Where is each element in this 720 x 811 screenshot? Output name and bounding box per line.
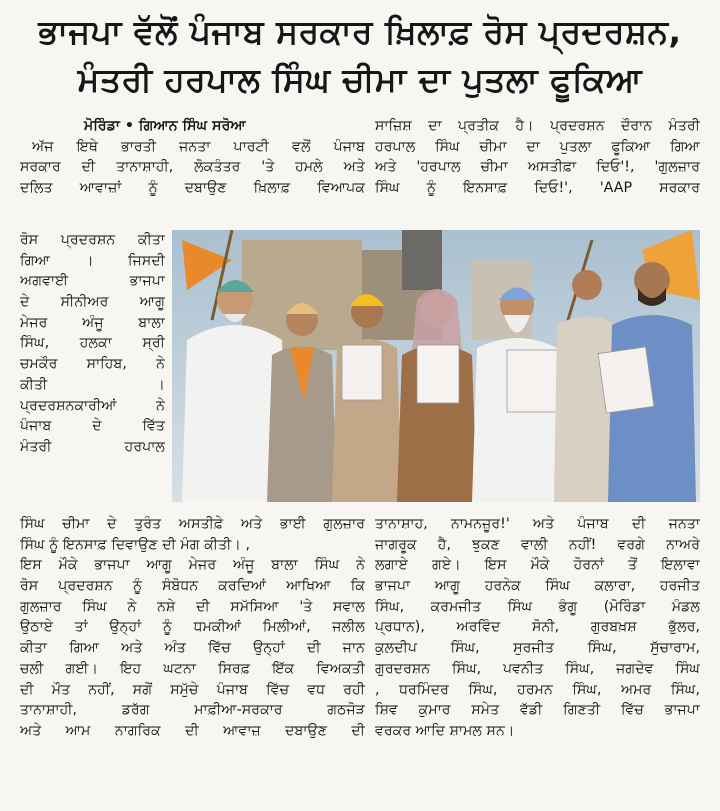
text-line: ਕੀਤੀ ।: [20, 376, 165, 393]
right-column-top: [375, 116, 700, 199]
protest-photo: [172, 230, 700, 502]
text-line: ਮੰਤਰੀ ਹਰਪਾਲ: [20, 438, 165, 455]
left-column-bottom: [20, 514, 365, 742]
text-line: ਮੇਜਰ ਅੰਜੂ ਬਾਲਾ: [20, 314, 165, 331]
text-line: ਗੁਰਦਰਸ਼ਨ ਸਿੰਘ, ਪਵਨੀਤ ਸਿੰਘ, ਜਗਦੇਵ ਸਿੰਘ: [375, 660, 700, 677]
text-line: ਪ੍ਰਦਰਸ਼ਨਕਾਰੀਆਂ ਨੇ: [20, 397, 165, 414]
text-line: ਪੰਜਾਬ ਦੇ ਵਿੱਤ: [20, 418, 165, 435]
text-line: ਰੋਸ ਪ੍ਰਦਰਸ਼ਨ ਕੀਤਾ: [20, 232, 165, 248]
text-line: ਲਗਾਏ ਗਏ। ਇਸ ਮੌਕੇ ਹੋਰਨਾਂ ਤੋਂ ਇਲਾਵਾ: [375, 557, 700, 574]
text-line: ਸਿੰਘ ਨੂੰ ਇਨਸਾਫ਼ ਦਿਓ!', 'AAP ਸਰਕਾਰ: [375, 180, 700, 197]
text-line: ਤਾਨਾਸ਼ਾਹੀ, ਡਰੱਗ ਮਾਫ਼ੀਆ-ਸਰਕਾਰ ਗਠਜੋੜ: [20, 702, 365, 719]
headline-line-1: ਭਾਜਪਾ ਵੱਲੋਂ ਪੰਜਾਬ ਸਰਕਾਰ ਖ਼ਿਲਾਫ਼ ਰੋਸ ਪ੍ਰਦਰਸ਼ਨ,: [38, 12, 682, 51]
text-line: ਭਾਜਪਾ ਆਗੂ ਹਰਨੇਕ ਸਿੰਘ ਕਲਾਰਾ, ਹਰਜੀਤ: [375, 578, 700, 595]
text-line: ਚਮਕੌਰ ਸਾਹਿਬ, ਨੇ: [20, 356, 165, 373]
text-line: ਇਸ ਮੌਕੇ ਭਾਜਪਾ ਆਗੂ ਮੇਜਰ ਅੰਜੂ ਬਾਲਾ ਸਿੰਘ ਨੇ: [20, 557, 365, 574]
text-line: ਸਿੰਘ, ਹਲਕਾ ਸ੍ਰੀ: [20, 335, 165, 352]
text-line: ਤਾਨਾਸ਼ਾਹ, ਨਾਮਨਜ਼ੂਰ!' ਅਤੇ ਪੰਜਾਬ ਦੀ ਜਨਤਾ: [375, 516, 700, 532]
text-line: , ਧਰਮਿੰਦਰ ਸਿੰਘ, ਹਰਮਨ ਸਿੰਘ, ਅਮਰ ਸਿੰਘ,: [375, 681, 700, 698]
text-line: ਗਿਆ । ਜਿਸਦੀ: [20, 252, 165, 269]
text-line: ਕੀਤਾ ਗਿਆ ਅਤੇ ਅੰਤ ਵਿੱਚ ਉਨ੍ਹਾਂ ਦੀ ਜਾਨ: [20, 640, 365, 657]
left-column-top: [20, 116, 365, 199]
text-line: ਦਲਿਤ ਆਵਾਜ਼ਾਂ ਨੂੰ ਦਬਾਉਣ ਖ਼ਿਲਾਫ਼ ਵਿਆਪਕ: [20, 180, 365, 197]
text-line: ਉਠਾਏ ਤਾਂ ਉਨ੍ਹਾਂ ਨੂੰ ਧਮਕੀਆਂ ਮਿਲੀਆਂ, ਜਲੀਲ: [20, 619, 365, 636]
text-line: ਅਗਵਾਈ ਭਾਜਪਾ: [20, 273, 165, 290]
text-line: ਰੋਸ ਪ੍ਰਦਰਸ਼ਨ ਨੂੰ ਸੰਬੋਧਨ ਕਰਦਿਆਂ ਆਖਿਆ ਕਿ: [20, 578, 365, 595]
text-line: ਪ੍ਰਧਾਨ), ਅਰਵਿੰਦ ਸੋਨੀ, ਗੁਰਬਖ਼ਸ਼ ਭੁੱਲਰ,: [375, 619, 700, 636]
text-line: ਸਿੰਘ, ਕਰਮਜੀਤ ਸਿੰਘ ਭੰਗੂ (ਮੋਰਿੰਡਾ ਮੰਡਲ: [375, 598, 700, 615]
text-line: ਅਤੇ ਆਮ ਨਾਗਰਿਕ ਦੀ ਆਵਾਜ਼ ਦਬਾਉਣ ਦੀ: [20, 722, 365, 739]
text-line: ਜਾਗਰੂਕ ਹੈ, ਝੁਕਣ ਵਾਲੀ ਨਹੀਂ! ਵਰਗੇ ਨਾਅਰੇ: [375, 536, 700, 553]
text-line: ਦੀ ਮੌਤ ਨਹੀਂ, ਸਗੋਂ ਸਮੁੱਚੇ ਪੰਜਾਬ ਵਿੱਚ ਵਧ ਰਹੀ: [20, 681, 365, 698]
text-line: ਅੱਜ ਇਥੇ ਭਾਰਤੀ ਜਨਤਾ ਪਾਰਟੀ ਵਲੋਂ ਪੰਜਾਬ: [32, 138, 365, 155]
text-line: ਸਾਜ਼ਿਸ਼ ਦਾ ਪ੍ਰਤੀਕ ਹੈ। ਪ੍ਰਦਰਸ਼ਨ ਦੌਰਾਨ ਮੰਤਰੀ: [375, 118, 700, 134]
left-column-narrow: [20, 230, 165, 458]
text-line: ਅਤੇ 'ਹਰਪਾਲ ਚੀਮਾ ਅਸਤੀਫ਼ਾ ਦਿਓ'!, 'ਗੁਲਜ਼ਾਰ: [375, 159, 700, 176]
text-line: ਵਰਕਰ ਆਦਿ ਸ਼ਾਮਲ ਸਨ।: [375, 722, 515, 739]
text-line: ਸ਼ਿਵ ਕੁਮਾਰ ਸਮੇਤ ਵੱਡੀ ਗਿਣਤੀ ਵਿੱਚ ਭਾਜਪਾ: [375, 702, 700, 719]
text-line: ਸਿੰਘ ਚੀਮਾ ਦੇ ਤੁਰੰਤ ਅਸਤੀਫ਼ੇ ਅਤੇ ਭਾਈ ਗੁਲਜ਼ਾਰ: [20, 516, 365, 532]
text-line: ਸਰਕਾਰ ਦੀ ਤਾਨਾਸ਼ਾਹੀ, ਲੋਕਤੰਤਰ 'ਤੇ ਹਮਲੇ ਅਤੇ: [20, 159, 365, 176]
text-line: ਸਿੰਘ ਨੂੰ ਇਨਸਾਫ਼ ਦਿਵਾਉਣ ਦੀ ਮੰਗ ਕੀਤੀ। ,: [20, 536, 251, 553]
headline: [0, 0, 720, 112]
text-line: ਹਰਪਾਲ ਸਿੰਘ ਚੀਮਾ ਦਾ ਪੁਤਲਾ ਫੂਕਿਆ ਗਿਆ: [375, 138, 700, 155]
text-line: ਚਲੀ ਗਈ। ਇਹ ਘਟਨਾ ਸਿਰਫ਼ ਇੱਕ ਵਿਅਕਤੀ: [20, 660, 365, 677]
byline: ਮੋਰਿੰਡਾ • ਗਿਆਨ ਸਿੰਘ ਸਰੋਆ: [84, 118, 246, 134]
headline-line-2: ਮੰਤਰੀ ਹਰਪਾਲ ਸਿੰਘ ਚੀਮਾ ਦਾ ਪੁਤਲਾ ਫੂਕਿਆ: [77, 60, 643, 99]
text-line: ਕੁਲਦੀਪ ਸਿੰਘ, ਸੁਰਜੀਤ ਸਿੰਘ, ਸੁੱਚਾਰਾਮ,: [375, 640, 700, 657]
text-line: ਗੁਲਜ਼ਾਰ ਸਿੰਘ ਨੇ ਨਸ਼ੇ ਦੀ ਸਮੱਸਿਆ 'ਤੇ ਸਵਾਲ: [20, 598, 365, 615]
right-column-bottom: [375, 514, 700, 742]
text-line: ਦੇ ਸੀਨੀਅਰ ਆਗੂ: [20, 294, 165, 311]
